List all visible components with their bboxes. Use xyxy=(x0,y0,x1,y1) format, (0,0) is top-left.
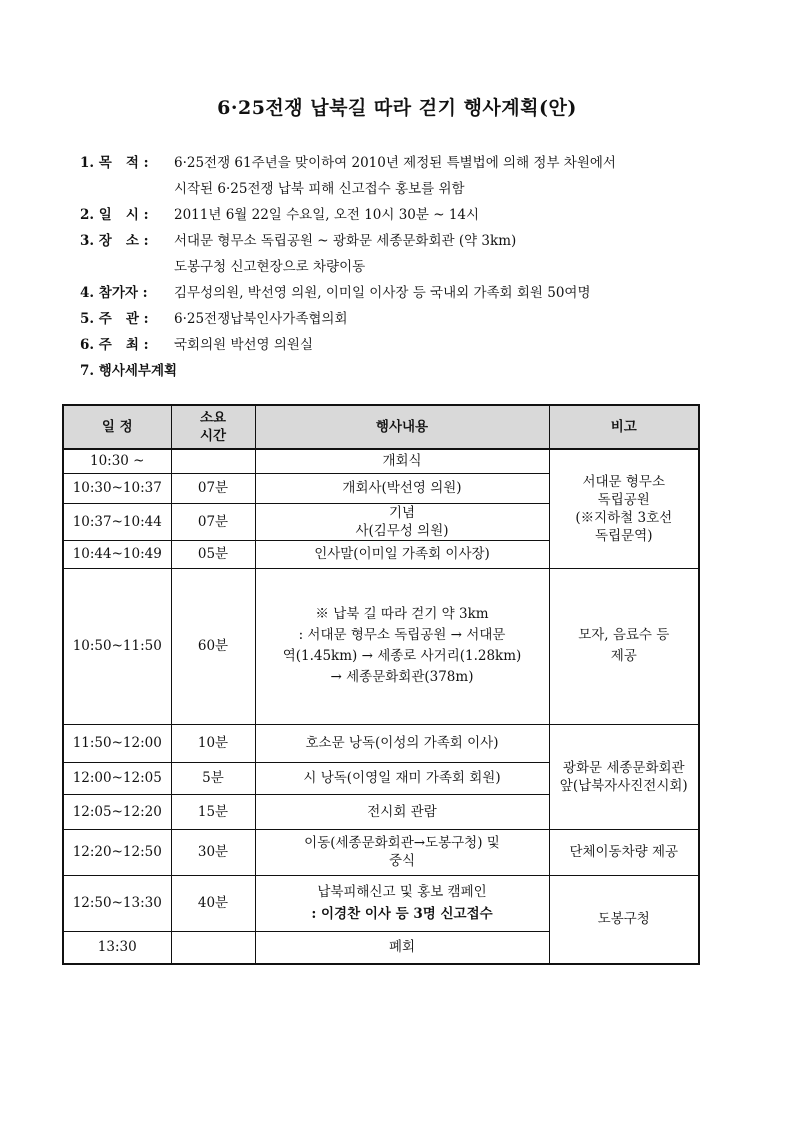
note-line: 독립문역) xyxy=(595,527,653,544)
content-line: : 서대문 형무소 독립공원 → 서대문 xyxy=(298,627,506,643)
time-cell: 10:30 ~ xyxy=(63,449,171,473)
note-line: 서대문 형무소 xyxy=(582,473,666,490)
note-line: 모자, 음료수 등 xyxy=(578,627,670,643)
item-label: 1. 목 적 : xyxy=(80,155,149,171)
duration-cell: 5분 xyxy=(171,762,255,794)
date-item xyxy=(80,202,720,228)
header-duration-line: 소요 xyxy=(199,410,227,426)
time-cell: 13:30 xyxy=(63,931,171,964)
table-header-row xyxy=(63,405,699,449)
time-cell: 10:50~11:50 xyxy=(63,568,171,724)
duration-cell: 60분 xyxy=(171,568,255,724)
item-label: 6. 주 최 : xyxy=(80,337,149,353)
item-text: 2011년 6월 22일 수요일, 오전 10시 30분 ~ 14시 xyxy=(174,207,480,223)
content-line: : 이경찬 이사 등 3명 신고접수 xyxy=(311,906,493,922)
table-row xyxy=(63,449,699,473)
item-text: 6·25전쟁 61주년을 맞이하여 2010년 제정된 특별법에 의해 정부 차원에서 xyxy=(174,155,616,171)
note-cell xyxy=(549,449,699,568)
content-cell xyxy=(255,875,549,931)
content-cell xyxy=(255,568,549,724)
host-item xyxy=(80,332,720,358)
item-text: 도봉구청 신고현장으로 차량이동 xyxy=(174,259,366,275)
item-text: 서대문 형무소 독립공원 ~ 광화문 세종문화회관 (약 3km) xyxy=(174,233,517,249)
note-line: 광화문 세종문화회관 xyxy=(562,759,685,776)
detail-plan-heading xyxy=(80,358,720,384)
item-label: 5. 주 관 : xyxy=(80,311,149,327)
event-schedule-table xyxy=(62,404,700,965)
place-item xyxy=(80,228,720,254)
plan-overview xyxy=(80,150,720,384)
content-cell: 개회식 xyxy=(255,449,549,473)
table-row xyxy=(63,568,699,724)
time-cell: 12:05~12:20 xyxy=(63,794,171,829)
item-text: 시작된 6·25전쟁 납북 피해 신고접수 홍보를 위함 xyxy=(174,181,465,197)
content-line: 역(1.45km) → 세종로 사거리(1.28km) xyxy=(282,648,522,664)
table-row xyxy=(63,875,699,931)
time-cell: 12:00~12:05 xyxy=(63,762,171,794)
header-note: 비고 xyxy=(549,405,699,449)
content-cell: 인사말(이미일 가족회 이사장) xyxy=(255,540,549,568)
content-line: → 세종문화회관(378m) xyxy=(330,669,474,685)
content-cell xyxy=(255,829,549,875)
duration-cell: 05분 xyxy=(171,540,255,568)
content-cell: 폐회 xyxy=(255,931,549,964)
content-line: 사(김무성 의원) xyxy=(355,522,449,539)
duration-cell: 15분 xyxy=(171,794,255,829)
content-cell: 호소문 낭독(이성의 가족회 이사) xyxy=(255,724,549,762)
duration-cell: 10분 xyxy=(171,724,255,762)
item-text: 김무성의원, 박선영 의원, 이미일 이사장 등 국내외 가족회 회원 50여명 xyxy=(174,285,591,301)
item-label: 7. 행사세부계획 xyxy=(80,363,178,379)
duration-cell xyxy=(171,931,255,964)
participants-item xyxy=(80,280,720,306)
purpose-item-continued xyxy=(80,176,720,202)
document-title: 6·25전쟁 납북길 따라 걷기 행사계획(안) xyxy=(217,97,577,119)
purpose-item xyxy=(80,150,720,176)
duration-cell: 40분 xyxy=(171,875,255,931)
content-line: 중식 xyxy=(388,853,416,869)
content-cell xyxy=(255,503,549,540)
note-cell xyxy=(549,568,699,724)
place-item-continued xyxy=(80,254,720,280)
header-duration-line: 시간 xyxy=(199,428,227,444)
time-cell: 10:30~10:37 xyxy=(63,473,171,503)
item-label: 4. 참가자 : xyxy=(80,285,148,301)
time-cell: 10:44~10:49 xyxy=(63,540,171,568)
note-cell xyxy=(549,724,699,829)
content-cell: 전시회 관람 xyxy=(255,794,549,829)
note-line: 앞(납북자사진전시회) xyxy=(559,777,688,794)
note-line: 독립공원 xyxy=(597,491,650,508)
note-line: 제공 xyxy=(610,648,637,664)
duration-cell: 30분 xyxy=(171,829,255,875)
time-cell: 12:50~13:30 xyxy=(63,875,171,931)
item-text: 6·25전쟁납북인사가족협의회 xyxy=(174,311,348,327)
duration-cell: 07분 xyxy=(171,473,255,503)
header-duration xyxy=(171,405,255,449)
table-row xyxy=(63,724,699,762)
content-line: 기념 xyxy=(388,504,416,521)
content-line: ※ 납북 길 따라 걷기 약 3km xyxy=(315,606,489,622)
item-text: 국회의원 박선영 의원실 xyxy=(174,337,313,353)
organizer-item xyxy=(80,306,720,332)
time-cell: 10:37~10:44 xyxy=(63,503,171,540)
content-cell: 시 낭독(이영일 재미 가족회 회원) xyxy=(255,762,549,794)
item-label: 3. 장 소 : xyxy=(80,233,149,249)
header-schedule: 일 정 xyxy=(63,405,171,449)
note-cell: 단체이동차량 제공 xyxy=(549,829,699,875)
note-line: (※지하철 3호선 xyxy=(575,509,673,526)
note-cell: 도봉구청 xyxy=(549,875,699,964)
header-content: 행사내용 xyxy=(255,405,549,449)
duration-cell: 07분 xyxy=(171,503,255,540)
content-line: 이동(세종문화회관→도봉구청) 및 xyxy=(304,835,500,851)
content-cell: 개회사(박선영 의원) xyxy=(255,473,549,503)
table-row xyxy=(63,829,699,875)
time-cell: 12:20~12:50 xyxy=(63,829,171,875)
time-cell: 11:50~12:00 xyxy=(63,724,171,762)
content-line: 납북피해신고 및 홍보 캠페인 xyxy=(317,884,487,900)
item-label: 2. 일 시 : xyxy=(80,207,149,223)
duration-cell xyxy=(171,449,255,473)
